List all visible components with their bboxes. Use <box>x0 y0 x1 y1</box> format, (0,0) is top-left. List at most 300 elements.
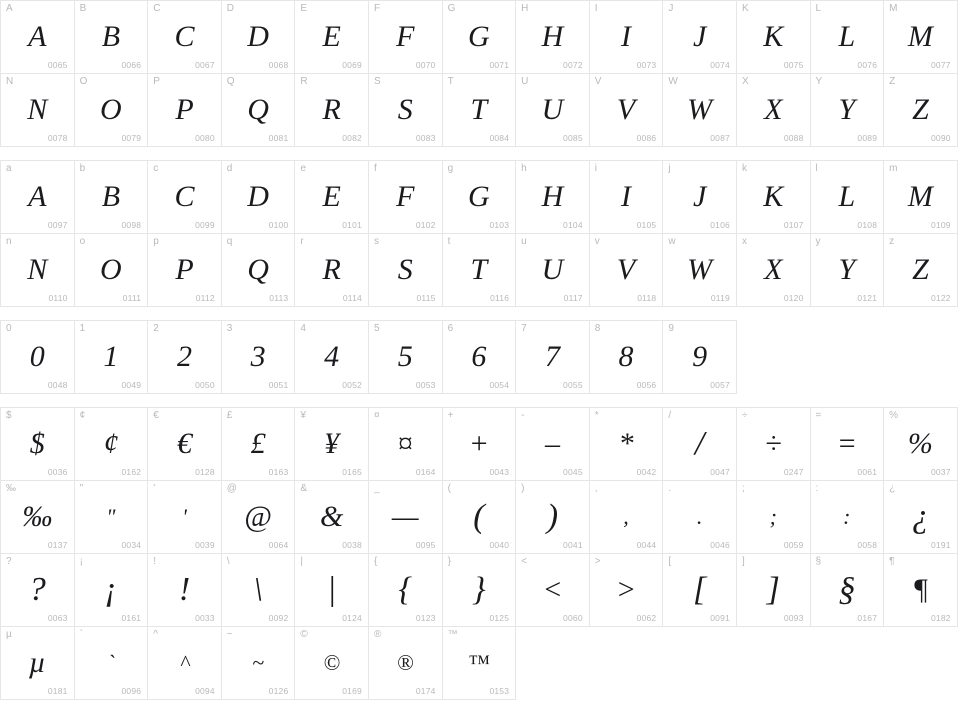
glyph-code: 0070 <box>415 60 436 70</box>
glyph-cell[interactable] <box>662 320 737 394</box>
glyph-preview: , <box>623 504 629 529</box>
glyph-preview: O <box>100 93 122 126</box>
glyph-preview: ( <box>473 498 485 535</box>
glyph-char-label: j <box>668 163 671 174</box>
glyph-char-label: - <box>521 410 525 421</box>
glyph-code: 0042 <box>636 467 657 477</box>
glyph-cell[interactable] <box>0 480 75 554</box>
glyph-cell[interactable] <box>0 320 75 394</box>
glyph-preview: G <box>468 20 490 53</box>
glyph-char-label: t <box>447 236 451 247</box>
glyph-preview: [ <box>693 571 707 608</box>
glyph-cell[interactable] <box>221 160 296 234</box>
glyph-cell[interactable] <box>294 320 369 394</box>
glyph-preview: V <box>616 93 636 126</box>
glyph-cell[interactable] <box>736 233 811 307</box>
glyph-char-label: O <box>79 76 88 87</box>
glyph-code: 0111 <box>122 293 142 303</box>
glyph-code: 0073 <box>636 60 657 70</box>
glyph-cell[interactable] <box>368 73 443 147</box>
glyph-code: 0066 <box>121 60 142 70</box>
glyph-char-label: B <box>79 3 87 14</box>
glyph-char-label: ¿ <box>889 483 896 494</box>
glyph-cell[interactable] <box>0 233 75 307</box>
glyph-preview: ¢ <box>103 427 119 460</box>
glyph-code: 0103 <box>489 220 510 230</box>
glyph-preview: µ <box>28 646 46 679</box>
glyph-cell[interactable] <box>442 233 517 307</box>
glyph-preview: U <box>541 93 564 126</box>
glyph-preview: B <box>101 20 121 53</box>
glyph-cell[interactable] <box>589 480 664 554</box>
glyph-cell[interactable] <box>589 160 664 234</box>
glyph-code: 0099 <box>195 220 215 230</box>
glyph-char-label: Z <box>889 76 896 87</box>
glyph-preview: ; <box>769 504 777 529</box>
glyph-char-label: p <box>153 236 159 247</box>
glyph-cell[interactable] <box>368 0 443 74</box>
glyph-preview: L <box>838 20 856 53</box>
glyph-cell[interactable] <box>515 233 590 307</box>
glyph-char-label: | <box>300 556 303 567</box>
glyph-preview: P <box>175 253 194 286</box>
glyph-char-label: ! <box>153 556 156 567</box>
glyph-char-label: A <box>6 3 13 14</box>
glyph-char-label: 2 <box>153 323 159 334</box>
glyph-cell[interactable] <box>221 480 296 554</box>
glyph-cell[interactable] <box>74 73 149 147</box>
glyph-char-label: 0 <box>6 323 12 334</box>
glyph-cell[interactable] <box>368 320 443 394</box>
glyph-preview: H <box>541 20 564 53</box>
glyph-cell[interactable] <box>74 0 149 74</box>
glyph-cell[interactable] <box>442 160 517 234</box>
glyph-code: 0114 <box>342 293 362 303</box>
glyph-code: 0182 <box>931 613 951 623</box>
glyph-cell[interactable] <box>736 480 811 554</box>
glyph-preview: { <box>398 571 413 608</box>
glyph-preview: F <box>396 20 415 53</box>
glyph-cell[interactable] <box>810 553 885 627</box>
glyph-cell[interactable] <box>221 320 296 394</box>
glyph-cell[interactable] <box>294 626 369 700</box>
glyph-cell[interactable] <box>810 0 885 74</box>
glyph-code: 0106 <box>710 220 730 230</box>
glyph-cell[interactable] <box>810 233 885 307</box>
glyph-cell[interactable] <box>883 0 958 74</box>
glyph-cell[interactable] <box>883 233 958 307</box>
glyph-cell[interactable] <box>515 0 590 74</box>
glyph-char-label: u <box>521 236 527 247</box>
glyph-preview: N <box>27 253 48 286</box>
glyph-preview: 4 <box>324 340 340 373</box>
glyph-cell[interactable] <box>147 0 222 74</box>
glyph-cell[interactable] <box>736 73 811 147</box>
glyph-char-label: c <box>153 163 159 174</box>
glyph-char-label: , <box>594 483 598 494</box>
glyph-code: 0041 <box>563 540 583 550</box>
glyph-char-label: & <box>300 483 308 494</box>
glyph-cell[interactable] <box>221 407 296 481</box>
glyph-cell[interactable] <box>74 626 149 700</box>
glyph-code: 0161 <box>121 613 142 623</box>
glyph-code: 0089 <box>857 133 878 143</box>
glyph-char-label: ‰ <box>6 483 16 494</box>
glyph-code: 0059 <box>783 540 804 550</box>
glyph-cell[interactable] <box>662 73 737 147</box>
glyph-code: 0071 <box>489 60 510 70</box>
glyph-preview: X <box>764 93 783 126</box>
glyph-preview: S <box>397 93 413 126</box>
glyph-preview: T <box>470 253 488 286</box>
glyph-char-label: 9 <box>668 323 674 334</box>
glyph-cell[interactable] <box>74 480 149 554</box>
glyph-cell[interactable] <box>294 0 369 74</box>
glyph-code: 0098 <box>121 220 142 230</box>
glyph-preview: Q <box>247 253 269 286</box>
glyph-cell[interactable] <box>662 407 737 481</box>
glyph-cell[interactable] <box>74 233 149 307</box>
glyph-cell[interactable] <box>736 553 811 627</box>
glyph-cell[interactable] <box>589 407 664 481</box>
glyph-code: 0077 <box>931 60 951 70</box>
glyph-block-digits <box>0 320 970 393</box>
glyph-preview: \ <box>253 571 263 608</box>
glyph-cell[interactable] <box>589 0 664 74</box>
glyph-cell[interactable] <box>368 407 443 481</box>
glyph-code: 0122 <box>931 293 951 303</box>
glyph-code: 0191 <box>931 540 951 550</box>
glyph-cell[interactable] <box>368 626 443 700</box>
glyph-cell[interactable] <box>883 480 958 554</box>
glyph-char-label: = <box>815 410 822 421</box>
glyph-char-label: ¶ <box>889 556 895 567</box>
glyph-char-label: X <box>741 76 749 87</box>
glyph-char-label: ÷ <box>741 410 748 421</box>
glyph-cell[interactable] <box>883 407 958 481</box>
glyph-code: 0054 <box>489 380 510 390</box>
glyph-char-label: ¢ <box>79 410 86 421</box>
glyph-cell[interactable] <box>515 553 590 627</box>
glyph-cell[interactable] <box>147 553 222 627</box>
glyph-preview: E <box>322 20 341 53</box>
glyph-code: 0057 <box>710 380 730 390</box>
glyph-preview: ' <box>182 504 187 529</box>
glyph-cell[interactable] <box>515 480 590 554</box>
glyph-char-label: P <box>153 76 160 87</box>
glyph-char-label: r <box>300 236 304 247</box>
glyph-cell[interactable] <box>662 553 737 627</box>
glyph-cell[interactable] <box>0 626 75 700</box>
glyph-code: 0072 <box>563 60 583 70</box>
glyph-cell[interactable] <box>221 0 296 74</box>
glyph-char-label: y <box>815 236 821 247</box>
glyph-code: 0163 <box>268 467 289 477</box>
glyph-cell[interactable] <box>810 160 885 234</box>
glyph-char-label: [ <box>668 556 672 567</box>
glyph-cell[interactable] <box>74 407 149 481</box>
glyph-code: 0085 <box>563 133 583 143</box>
glyph-preview: 8 <box>618 340 634 373</box>
glyph-char-label: _ <box>373 483 380 494</box>
glyph-preview: ™ <box>468 650 490 675</box>
glyph-code: 0090 <box>931 133 951 143</box>
glyph-cell[interactable] <box>736 0 811 74</box>
glyph-cell[interactable] <box>294 553 369 627</box>
glyph-char-label: H <box>521 3 529 14</box>
glyph-code: 0092 <box>268 613 289 623</box>
glyph-cell[interactable] <box>736 160 811 234</box>
glyph-cell[interactable] <box>147 480 222 554</box>
glyph-block-uppercase-latin <box>0 0 970 146</box>
glyph-preview: 0 <box>29 340 45 373</box>
glyph-cell[interactable] <box>515 73 590 147</box>
glyph-code: 0096 <box>121 686 142 696</box>
glyph-cell[interactable] <box>0 407 75 481</box>
glyph-code: 0040 <box>489 540 510 550</box>
glyph-char-label: @ <box>226 483 237 494</box>
glyph-code: 0153 <box>489 686 510 696</box>
glyph-preview: 3 <box>250 340 266 373</box>
glyph-preview: E <box>322 180 341 213</box>
glyph-cell[interactable] <box>442 480 517 554</box>
glyph-char-label: ) <box>521 483 525 494</box>
glyph-char-label: T <box>447 76 454 87</box>
glyph-char-label: q <box>226 236 233 247</box>
glyph-preview: M <box>907 180 933 213</box>
glyph-char-label: ` <box>79 629 83 640</box>
glyph-preview: G <box>468 180 490 213</box>
glyph-preview: 2 <box>176 340 192 373</box>
glyph-cell[interactable] <box>589 553 664 627</box>
glyph-preview: H <box>541 180 564 213</box>
glyph-char-label: ™ <box>447 629 458 640</box>
glyph-cell[interactable] <box>147 626 222 700</box>
glyph-cell[interactable] <box>442 626 517 700</box>
glyph-char-label: K <box>741 3 749 14</box>
glyph-code: 0058 <box>857 540 878 550</box>
glyph-code: 0076 <box>857 60 878 70</box>
glyph-code: 0101 <box>342 220 362 230</box>
glyph-code: 0124 <box>342 613 362 623</box>
glyph-preview: K <box>763 20 784 53</box>
glyph-preview: ` <box>107 650 115 675</box>
glyph-code: 0126 <box>268 686 289 696</box>
glyph-char-label: W <box>668 76 678 87</box>
glyph-code: 0062 <box>636 613 657 623</box>
glyph-cell[interactable] <box>810 73 885 147</box>
glyph-preview: 9 <box>692 340 708 373</box>
glyph-cell[interactable] <box>810 480 885 554</box>
glyph-preview: — <box>391 500 419 533</box>
glyph-char-label: µ <box>6 629 12 640</box>
block-separator <box>0 306 970 320</box>
glyph-preview: B <box>101 180 121 213</box>
glyph-code: 0064 <box>268 540 289 550</box>
glyph-cell[interactable] <box>589 73 664 147</box>
glyph-code: 0043 <box>489 467 510 477</box>
glyph-preview: – <box>544 427 560 460</box>
glyph-preview: ¤ <box>397 427 413 460</box>
glyph-cell[interactable] <box>74 320 149 394</box>
glyph-preview: : <box>843 504 851 529</box>
glyph-preview: J <box>692 180 707 213</box>
glyph-preview: A <box>28 20 47 53</box>
glyph-code: 0033 <box>195 613 215 623</box>
glyph-cell[interactable] <box>147 407 222 481</box>
glyph-cell[interactable] <box>221 73 296 147</box>
glyph-code: 0051 <box>268 380 289 390</box>
block-separator <box>0 146 970 160</box>
glyph-code: 0093 <box>783 613 804 623</box>
glyph-code: 0247 <box>783 467 804 477</box>
glyph-code: 0055 <box>563 380 583 390</box>
glyph-char-label: f <box>373 163 377 174</box>
glyph-cell[interactable] <box>883 73 958 147</box>
block-separator <box>0 393 970 407</box>
glyph-preview: % <box>907 427 933 460</box>
glyph-char-label: a <box>6 163 12 174</box>
glyph-char-label: I <box>594 3 598 14</box>
glyph-cell[interactable] <box>589 233 664 307</box>
glyph-cell[interactable] <box>662 160 737 234</box>
glyph-char-label: E <box>300 3 308 14</box>
glyph-preview: ¶ <box>912 573 929 606</box>
glyph-code: 0056 <box>636 380 657 390</box>
glyph-cell[interactable] <box>221 553 296 627</box>
glyph-preview: Z <box>912 93 929 126</box>
glyph-char-label: } <box>447 556 451 567</box>
glyph-char-label: U <box>521 76 529 87</box>
glyph-preview: ? <box>28 571 46 608</box>
glyph-cell[interactable] <box>442 320 517 394</box>
glyph-char-label: l <box>815 163 818 174</box>
glyph-preview: W <box>687 93 713 126</box>
glyph-code: 0119 <box>710 293 730 303</box>
glyph-char-label: N <box>6 76 14 87</box>
glyph-cell[interactable] <box>221 233 296 307</box>
glyph-cell[interactable] <box>515 407 590 481</box>
glyph-code: 0052 <box>342 380 362 390</box>
glyph-code: 0107 <box>783 220 804 230</box>
glyph-preview: ~ <box>252 650 265 675</box>
glyph-cell[interactable] <box>221 626 296 700</box>
glyph-code: 0100 <box>268 220 289 230</box>
glyph-cell[interactable] <box>368 160 443 234</box>
glyph-char-label: + <box>447 410 454 421</box>
glyph-cell[interactable] <box>294 160 369 234</box>
glyph-code: 0065 <box>47 60 68 70</box>
glyph-code: 0094 <box>195 686 215 696</box>
glyph-cell[interactable] <box>74 160 149 234</box>
glyph-preview: 5 <box>397 340 413 373</box>
glyph-code: 0164 <box>415 467 436 477</box>
glyph-cell[interactable] <box>662 480 737 554</box>
glyph-cell[interactable] <box>883 553 958 627</box>
glyph-cell[interactable] <box>0 73 75 147</box>
glyph-char-label: 3 <box>226 323 233 334</box>
glyph-cell[interactable] <box>147 233 222 307</box>
glyph-preview: N <box>27 93 48 126</box>
glyph-cell[interactable] <box>294 233 369 307</box>
glyph-preview: V <box>616 253 636 286</box>
glyph-code: 0074 <box>710 60 730 70</box>
glyph-cell[interactable] <box>442 407 517 481</box>
glyph-cell[interactable] <box>442 553 517 627</box>
glyph-code: 0081 <box>268 133 289 143</box>
glyph-cell[interactable] <box>662 0 737 74</box>
glyph-cell[interactable] <box>736 407 811 481</box>
glyph-cell[interactable] <box>368 233 443 307</box>
glyph-code: 0034 <box>121 540 142 550</box>
glyph-char-label: ? <box>6 556 12 567</box>
glyph-preview: ! <box>178 571 191 608</box>
glyph-code: 0108 <box>857 220 878 230</box>
glyph-char-label: © <box>300 629 308 640</box>
glyph-code: 0086 <box>636 133 657 143</box>
glyph-char-label: i <box>594 163 597 174</box>
glyph-char-label: ^ <box>153 629 158 640</box>
glyph-cell[interactable] <box>368 480 443 554</box>
glyph-cell[interactable] <box>294 73 369 147</box>
glyph-cell[interactable] <box>74 553 149 627</box>
glyph-preview: § <box>838 571 856 608</box>
glyph-cell[interactable] <box>0 0 75 74</box>
glyph-char-label: d <box>226 163 233 174</box>
glyph-code: 0104 <box>563 220 583 230</box>
glyph-preview: R <box>322 253 341 286</box>
glyph-cell[interactable] <box>883 160 958 234</box>
glyph-char-label: M <box>889 3 898 14</box>
glyph-preview: £ <box>250 427 266 460</box>
glyph-cell[interactable] <box>0 160 75 234</box>
glyph-preview: 6 <box>471 340 487 373</box>
glyph-preview: $ <box>29 427 45 460</box>
glyph-cell[interactable] <box>147 73 222 147</box>
glyph-cell[interactable] <box>294 480 369 554</box>
glyph-code: 0063 <box>47 613 68 623</box>
glyph-preview: ) <box>546 498 559 535</box>
glyph-code: 0067 <box>195 60 215 70</box>
glyph-preview: " <box>106 504 116 529</box>
glyph-cell[interactable] <box>515 320 590 394</box>
glyph-code: 0044 <box>636 540 657 550</box>
glyph-cell[interactable] <box>0 553 75 627</box>
glyph-char-label: : <box>815 483 819 494</box>
glyph-code: 0165 <box>342 467 362 477</box>
glyph-cell[interactable] <box>442 73 517 147</box>
glyph-preview: / <box>694 425 705 462</box>
glyph-cell[interactable] <box>368 553 443 627</box>
glyph-code: 0048 <box>47 380 68 390</box>
glyph-cell[interactable] <box>442 0 517 74</box>
glyph-cell[interactable] <box>294 407 369 481</box>
glyph-cell[interactable] <box>589 320 664 394</box>
glyph-char-label: \ <box>226 556 230 567</box>
glyph-cell[interactable] <box>147 160 222 234</box>
glyph-cell[interactable] <box>662 233 737 307</box>
glyph-cell[interactable] <box>515 160 590 234</box>
glyph-code: 0069 <box>342 60 362 70</box>
glyph-cell[interactable] <box>810 407 885 481</box>
glyph-code: 0046 <box>710 540 730 550</box>
glyph-cell[interactable] <box>147 320 222 394</box>
glyph-preview: L <box>838 180 856 213</box>
glyph-char-label: J <box>668 3 674 14</box>
glyph-code: 0050 <box>195 380 215 390</box>
glyph-char-label: ¥ <box>300 410 306 421</box>
glyph-char-label: £ <box>226 410 233 421</box>
